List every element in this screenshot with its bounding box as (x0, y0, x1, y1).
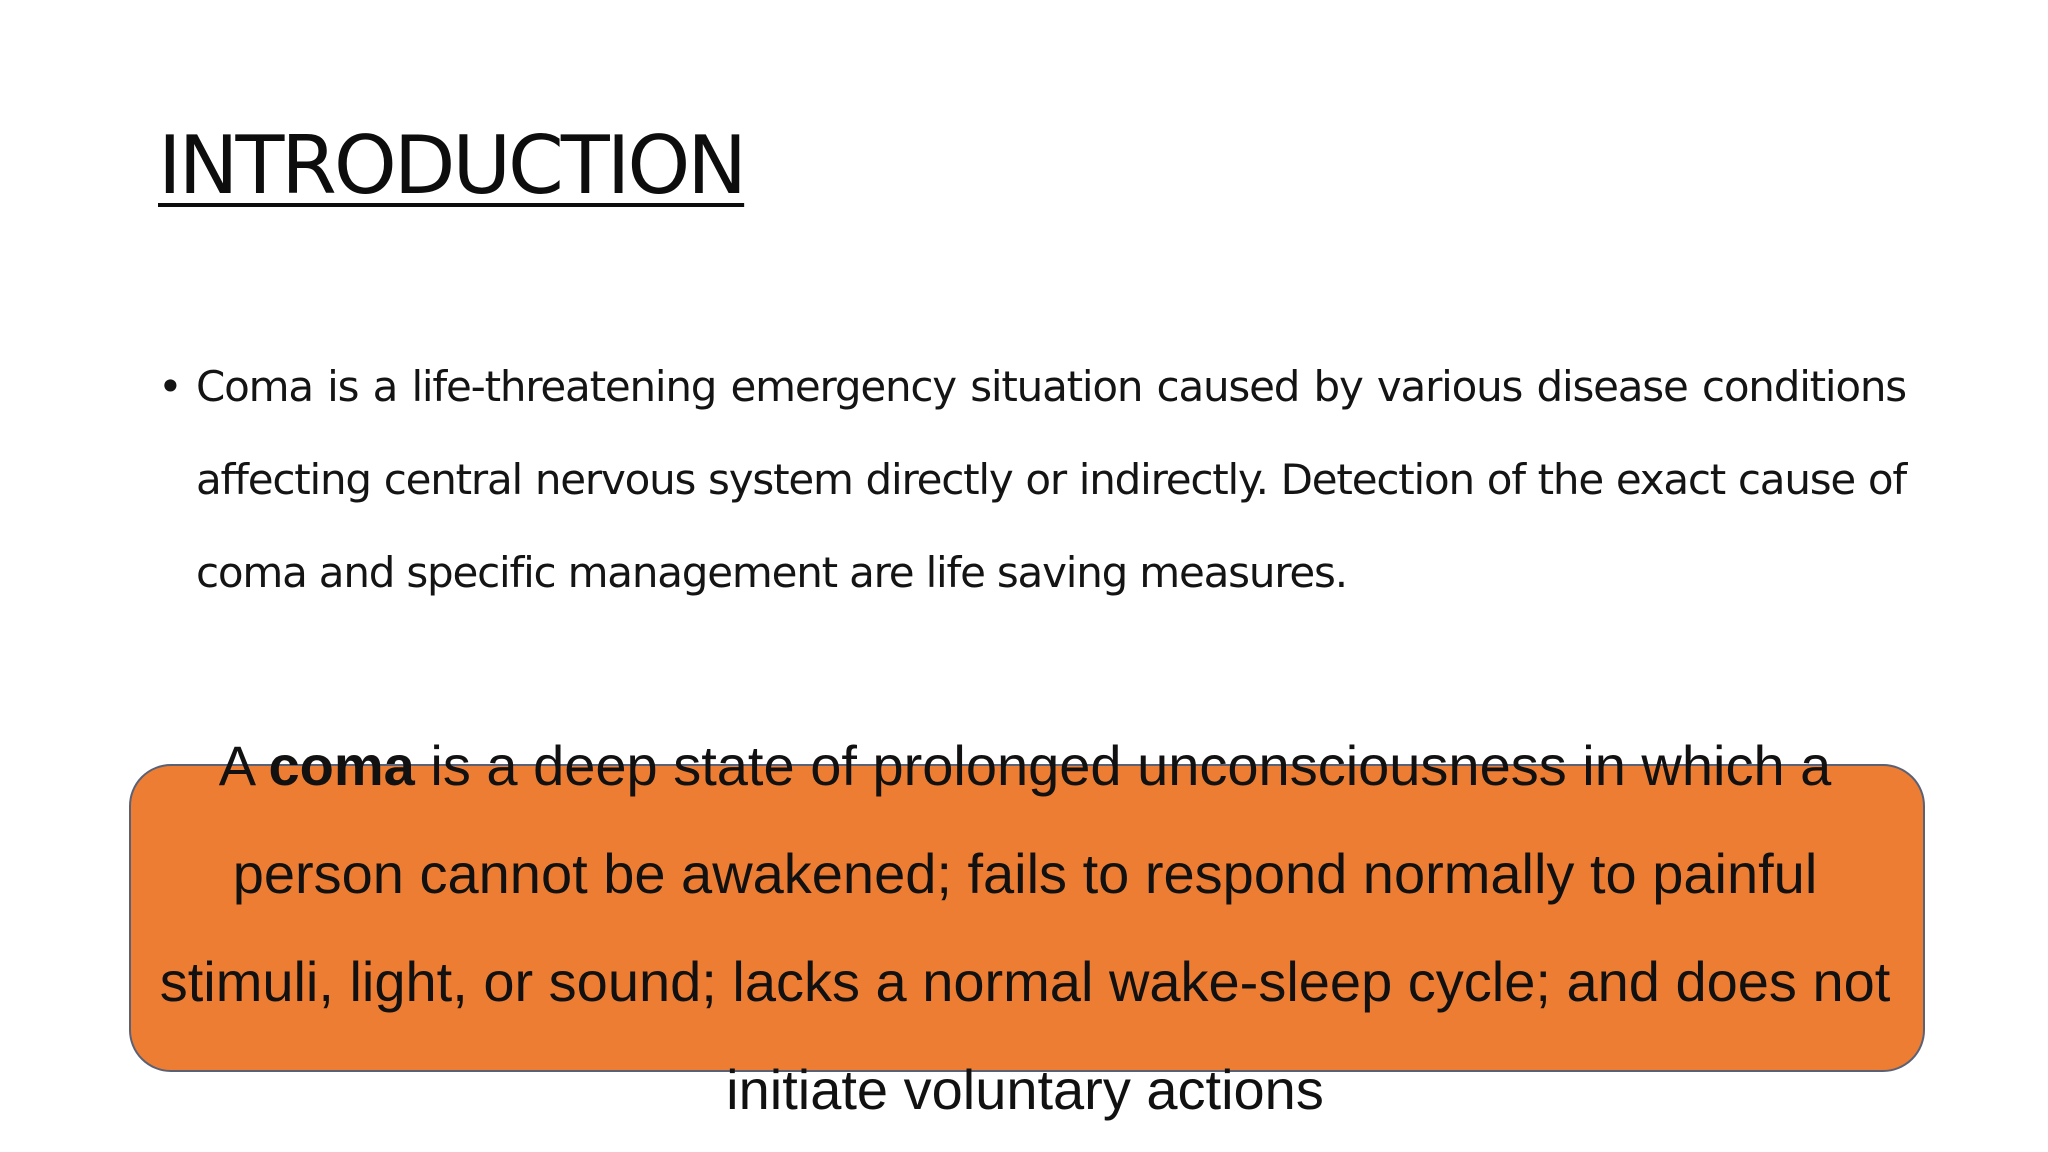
coma-definition (150, 712, 1900, 1144)
bullet-text: Coma is a life-threatening emergency situation caused by various disease conditions affecting central nervous system directly or indirectly. Detection of the exact cause of coma and specific management are life saving measures. (196, 362, 1906, 597)
definition-rest: is a deep state of prolonged unconsciousness in which a person cannot be awakened; fails to respond normally to painful stimuli, light, or sound; lacks a normal wake-sleep cycle; and does not initiate voluntary actions (159, 734, 1891, 1121)
definition-prefix: A (218, 734, 269, 797)
definition-bold-word: coma (268, 734, 415, 797)
slide-title: INTRODUCTION (158, 119, 745, 212)
bullet-point (158, 340, 1906, 619)
bullet-marker: • (158, 362, 182, 411)
